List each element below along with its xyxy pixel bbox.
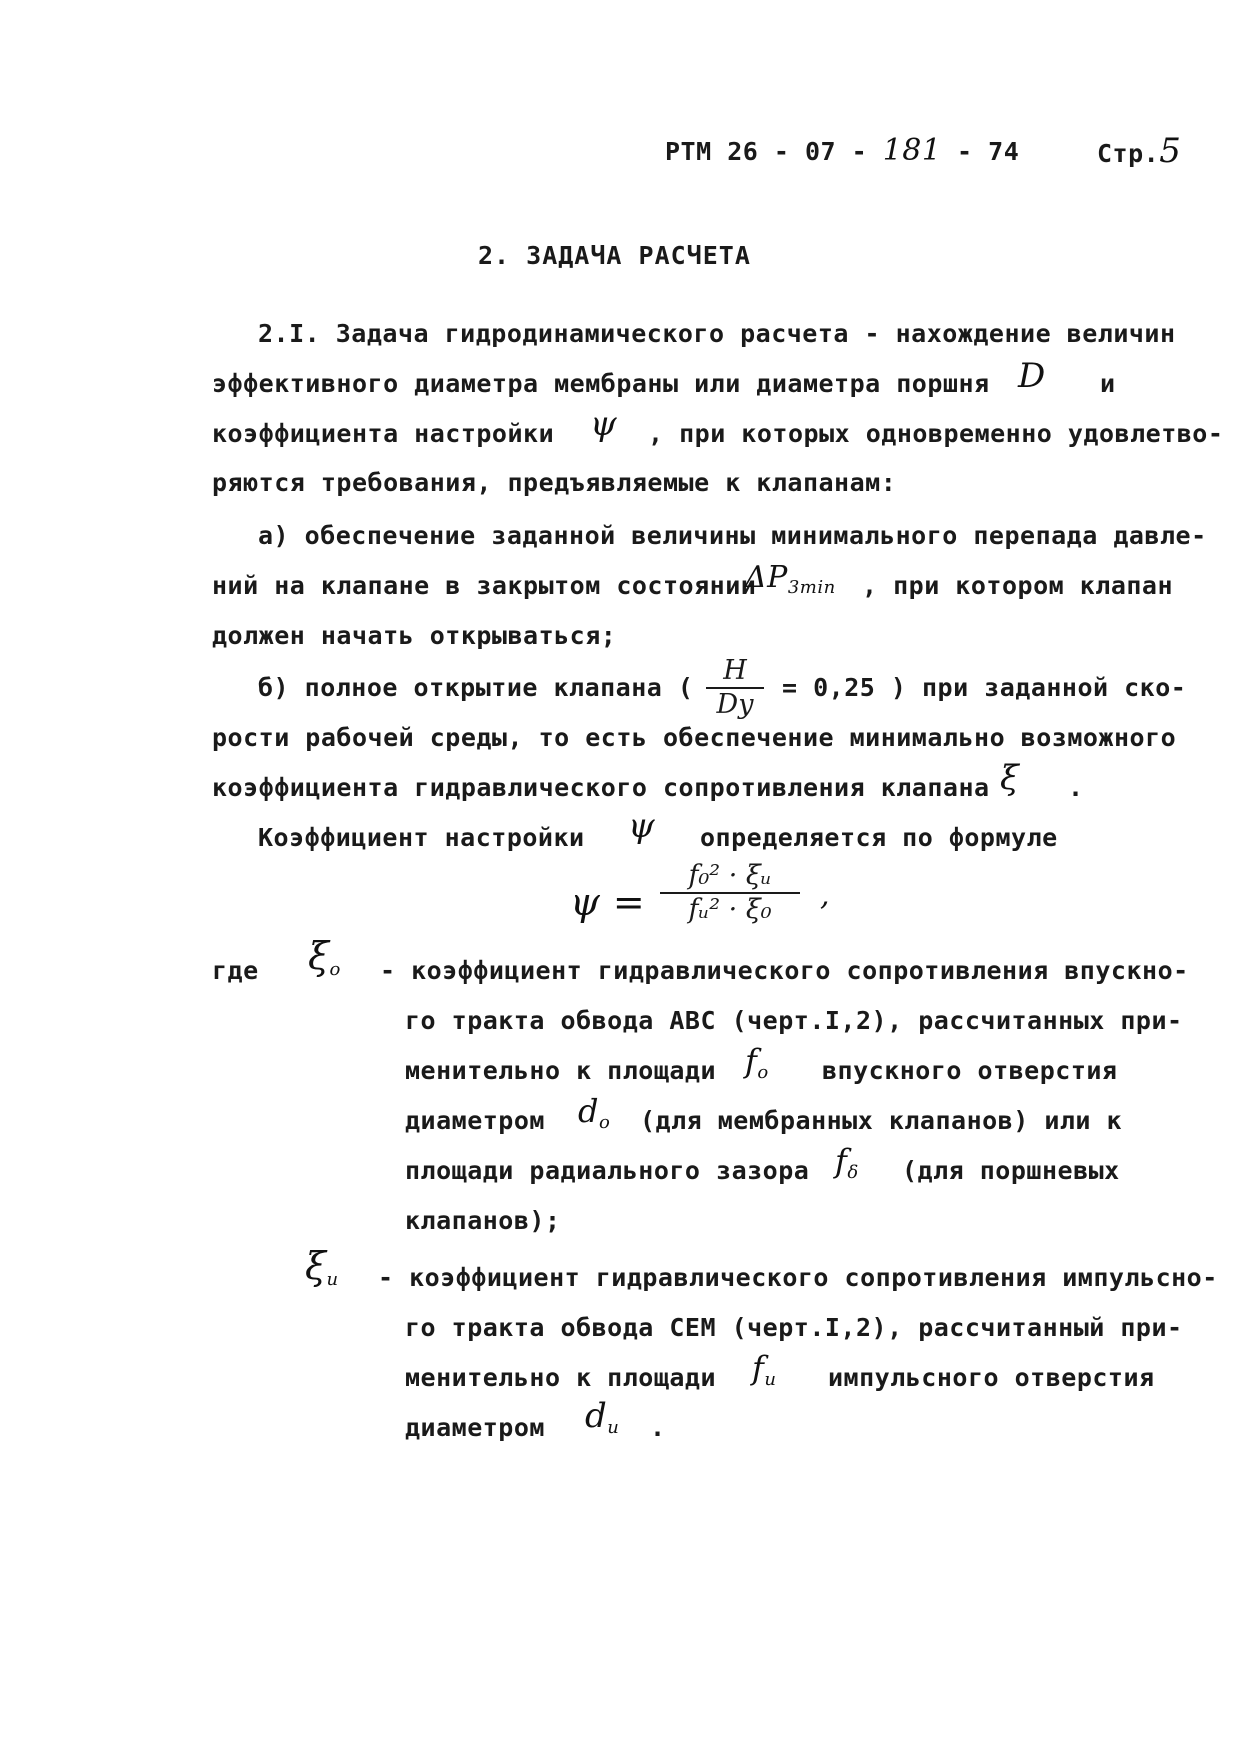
formula-numerator: f₀² · ξᵤ xyxy=(688,860,772,891)
xiu-line-3a: менительно к площади xyxy=(405,1363,717,1392)
psi-symbol: ψ xyxy=(590,404,618,444)
xi0-line-4a: диаметром xyxy=(405,1106,545,1135)
xi0-line-6: клапанов); xyxy=(405,1206,561,1235)
item-a-line-2b: , при котором клапан xyxy=(862,571,1174,600)
formula-denominator: fᵤ² · ξ₀ xyxy=(688,894,772,925)
para-2-1-line-2: эффективного диаметра мембраны или диаметра поршня xyxy=(212,369,990,398)
xiu-line-3b: импульсного отверстия xyxy=(828,1363,1155,1392)
doc-code: РТМ 26 - 07 - xyxy=(665,137,883,166)
item-b-line-1b: = 0,25 ) при заданной ско- xyxy=(782,673,1187,702)
f-delta-symbol: $f_\delta$ xyxy=(835,1142,859,1183)
doc-header xyxy=(665,135,1019,168)
xi0-line-1: - коэффициент гидравлического сопротивления впускно- xyxy=(380,956,1189,985)
page-label: Стр. xyxy=(1097,139,1160,168)
du-symbol: $d_u$ xyxy=(585,1396,620,1438)
coef-line-a: Коэффициент настройки xyxy=(258,823,585,852)
d0-symbol: $d_o$ xyxy=(578,1092,611,1133)
item-b-period: . xyxy=(1068,773,1084,802)
xi0-line-3b: впускного отверстия xyxy=(822,1056,1118,1085)
item-a-line-1: а) обеспечение заданной величины минимального перепада давле- xyxy=(258,521,1207,550)
formula-fraction xyxy=(660,860,800,926)
para-2-1-line-3a: коэффициента настройки xyxy=(212,419,555,448)
formula-comma: , xyxy=(820,878,831,913)
formula-lhs: ψ = xyxy=(570,880,646,924)
where-label: где xyxy=(212,956,259,985)
para-2-1-and: и xyxy=(1100,369,1116,398)
para-2-1-line-1: 2.I. Задача гидродинамического расчета - нахождение величин xyxy=(258,319,1176,348)
fraction-denominator: Dy xyxy=(716,689,754,720)
doc-year: - 74 xyxy=(941,137,1020,166)
coef-psi-symbol: ψ xyxy=(628,806,656,846)
para-2-1-line-3b: , при которых одновременно удовлетво- xyxy=(648,419,1224,448)
fraction-numerator: H xyxy=(723,655,747,686)
xiu-symbol: $\xi_u$ xyxy=(305,1244,339,1290)
xi0-line-5b: (для поршневых xyxy=(902,1156,1120,1185)
xi0-line-2: го тракта обвода АВС (черт.I,2), рассчитанных при- xyxy=(405,1006,1183,1035)
xi0-line-3a: менительно к площади xyxy=(405,1056,717,1085)
page-number: 5 xyxy=(1159,131,1182,171)
h-over-dy-fraction xyxy=(706,655,764,721)
doc-number: 181 xyxy=(882,133,942,168)
delta-p-symbol: $\Delta P_{3min}$ xyxy=(745,560,836,598)
xiu-line-1: - коэффициент гидравлического сопротивления импульсно- xyxy=(378,1263,1218,1292)
xi0-line-5a: площади радиального зазора xyxy=(405,1156,810,1185)
item-a-line-2a: ний на клапане в закрытом состоянии xyxy=(212,571,757,600)
xi0-line-4b: (для мембранных клапанов) или к xyxy=(640,1106,1123,1135)
section-title: 2. ЗАДАЧА РАСЧЕТА xyxy=(478,241,751,270)
page-indicator xyxy=(1097,131,1182,171)
item-a-line-3: должен начать открываться; xyxy=(212,621,617,650)
item-b-line-1a: б) полное открытие клапана ( xyxy=(258,673,694,702)
xi-symbol: ξ xyxy=(1000,758,1020,798)
xiu-period: . xyxy=(650,1413,666,1442)
item-b-line-3a: коэффициента гидравлического сопротивления клапана xyxy=(212,773,990,802)
f0-symbol: $f_o$ xyxy=(745,1042,769,1083)
coef-line-b: определяется по формуле xyxy=(700,823,1058,852)
fu-symbol: $f_u$ xyxy=(752,1349,777,1390)
xiu-line-4a: диаметром xyxy=(405,1413,545,1442)
para-2-1-line-4: ряются требования, предъявляемые к клапанам: xyxy=(212,468,897,497)
diameter-symbol: D xyxy=(1018,356,1046,396)
xiu-line-2: го тракта обвода СЕМ (черт.I,2), рассчитанный при- xyxy=(405,1313,1183,1342)
xi0-symbol: $\xi_o$ xyxy=(308,934,341,980)
item-b-line-2: рости рабочей среды, то есть обеспечение минимально возможного xyxy=(212,723,1177,752)
